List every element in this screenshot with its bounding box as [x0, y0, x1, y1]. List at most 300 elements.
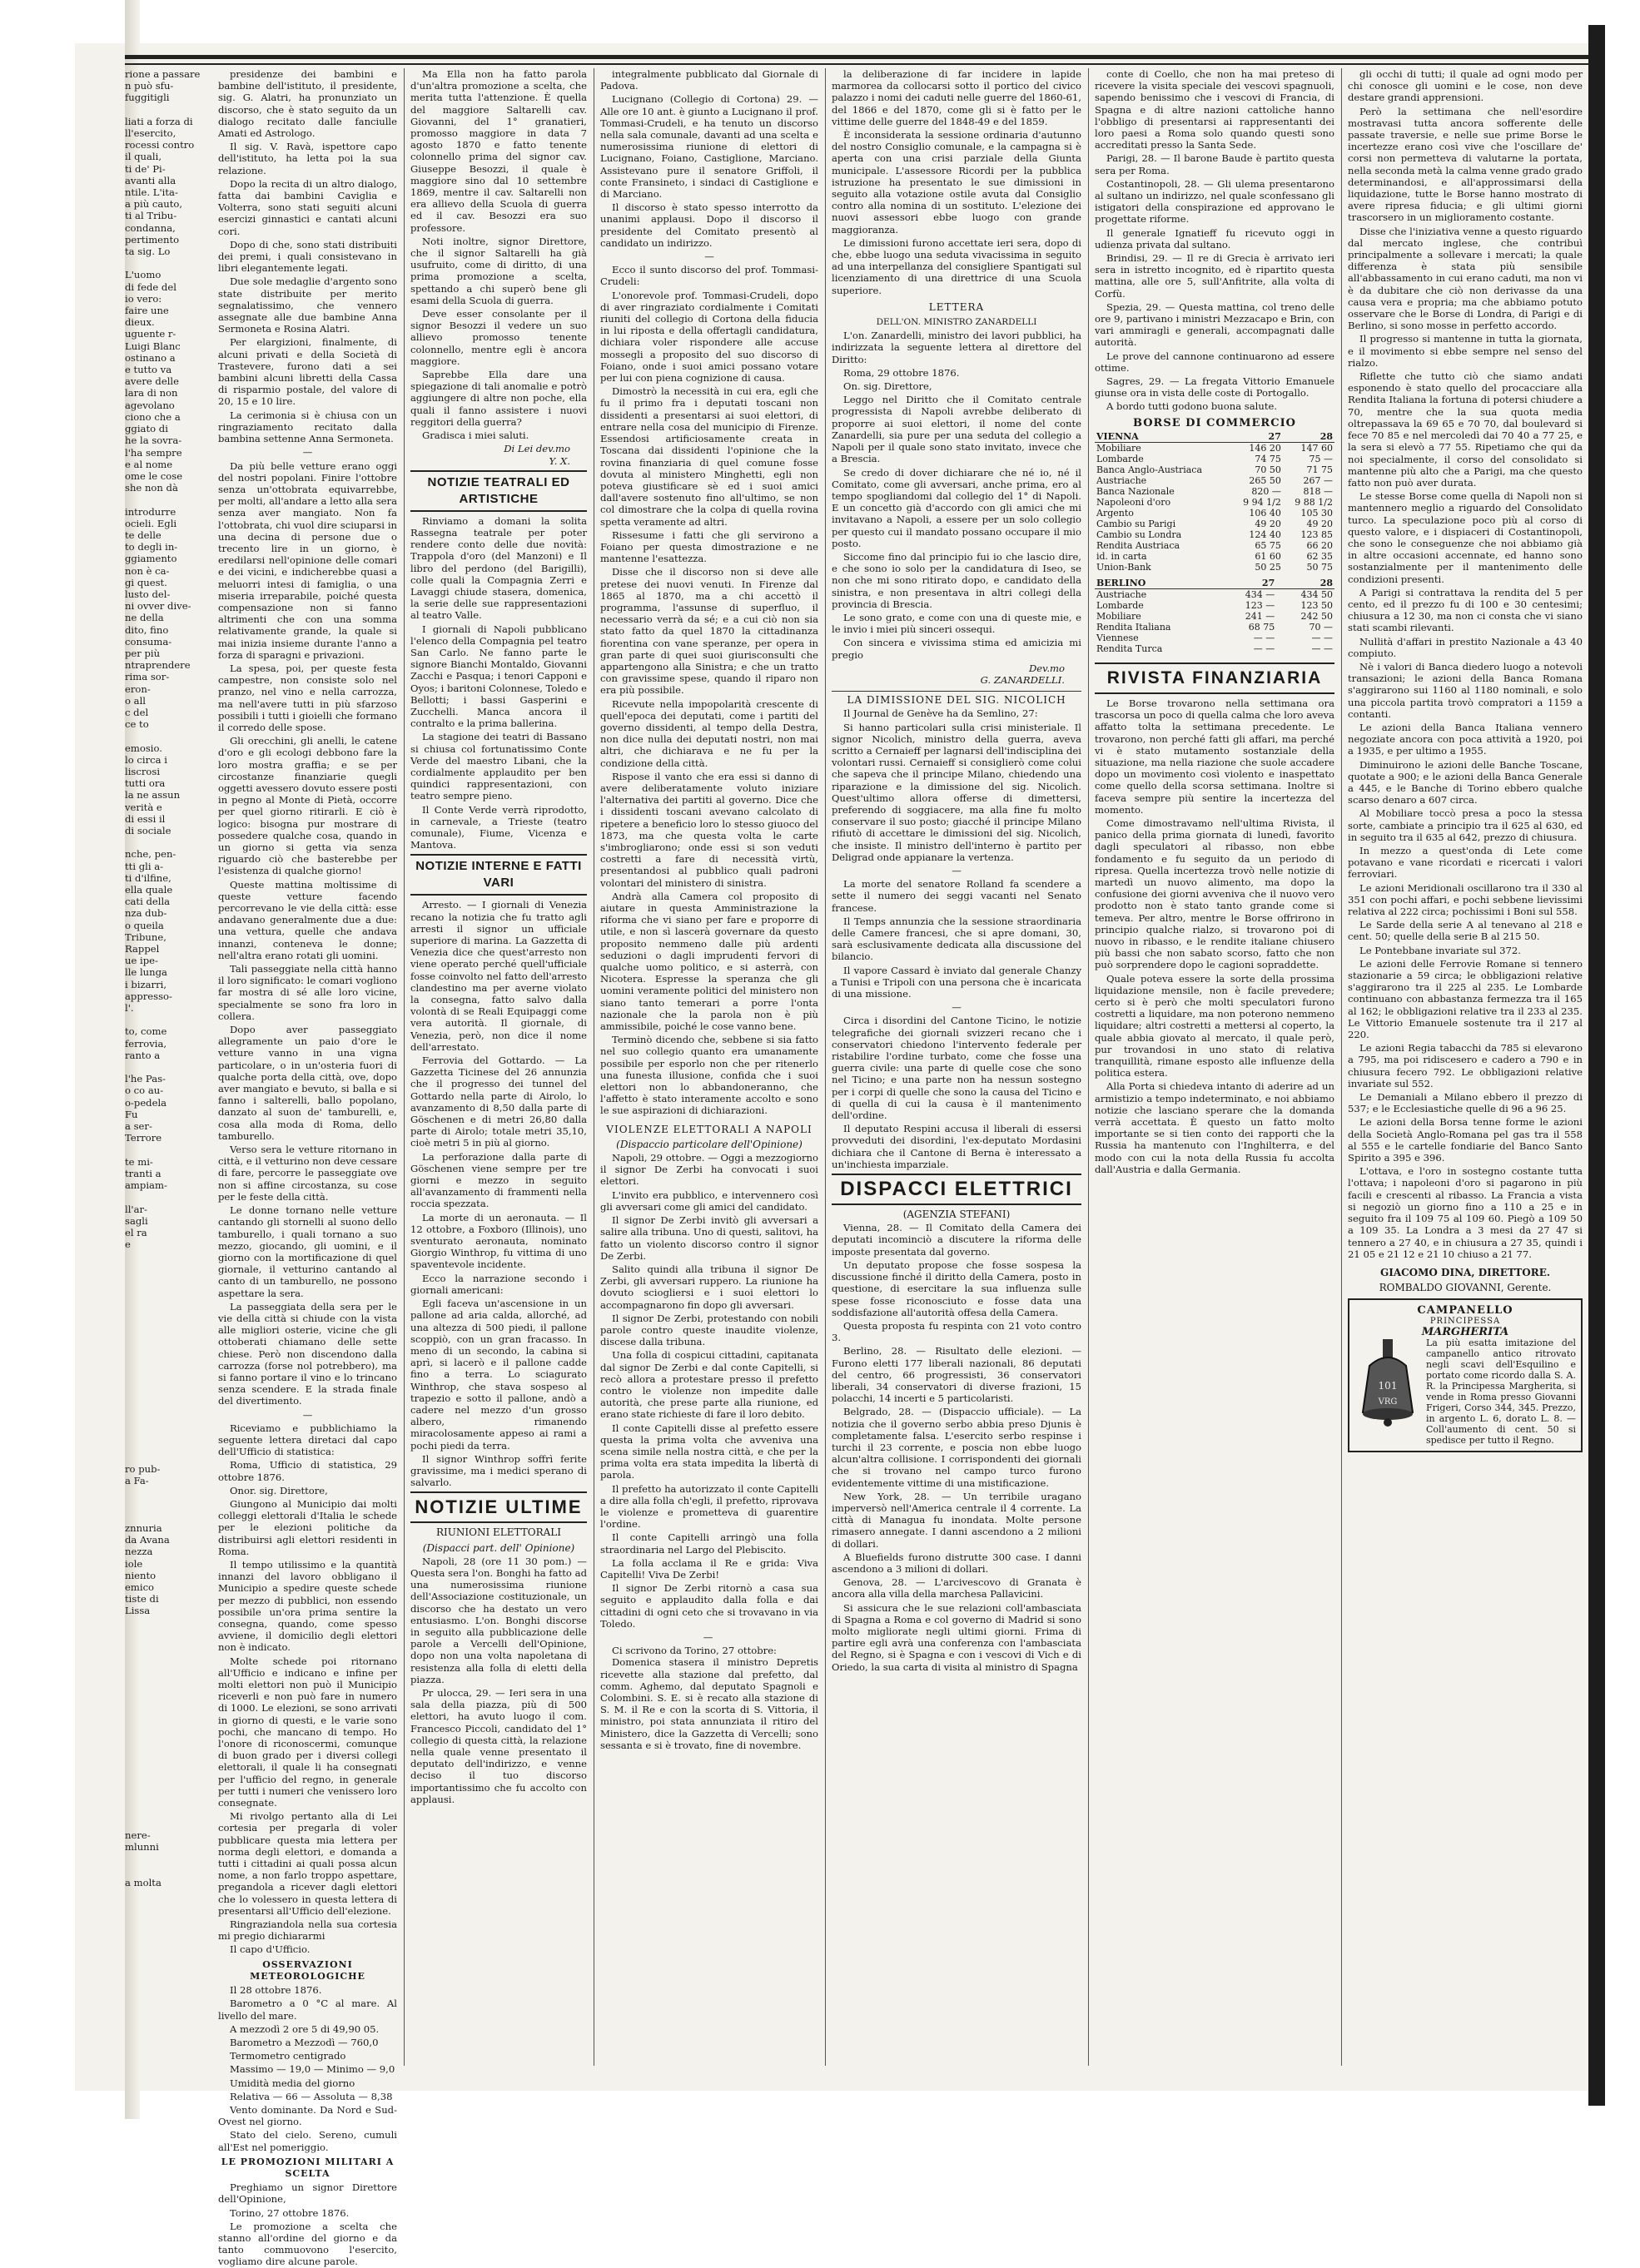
meteo-line: Barometro a 0 °C al mare. Al livello del mare. — [218, 1998, 397, 2022]
fragment-line: di sociale — [125, 825, 171, 836]
fragment-line: emosio. — [125, 742, 162, 754]
fragment-line: ti de' Pi- — [125, 162, 166, 175]
fragment-line: he la sovra- — [125, 434, 182, 447]
fragment-line: la ne assun — [125, 789, 181, 801]
dispaccio-paragraph: Belgrado, 28. — (Dispaccio ufficiale). — La notizia che il governo serbo abbia preso Djunis è completamente falsa. L'esercito serbo respinse i turchi il 23 corrente, e poscia non ebbe luogo alcun'altra collisione. I corrispondenti dei giornali che si trovano nel campo turco furono evidentemente vittime di una mistificazione. — [832, 1406, 1081, 1489]
column-rule — [1088, 68, 1089, 2066]
table-header-row — [1095, 431, 1334, 443]
violenze-paragraph: Il conte Capitelli arringò una folla straordinaria nel Largo del Plebiscito. — [600, 1531, 818, 1556]
fragment-line: ntile. L'ita- — [125, 186, 178, 199]
fragment-line: ampiam- — [125, 1179, 167, 1192]
article-paragraph: Mi rivolgo pertanto alla di Lei cortesia per pregarla di voler pubblicare questa mia lettera per norma degli elettori, e domanda a tutti i cittadini ai quali possa alcun nome, a non farlo troppo aspettare, pregandola a ricever dagli elettori che lo volessero in questa lettera di presentarsi all'Ufficio dell'elezione. — [218, 1810, 397, 1917]
table-header-cell: 28 — [1276, 578, 1334, 589]
fragment-line — [125, 1014, 208, 1025]
fragment-line — [125, 1191, 208, 1203]
table-row — [1095, 529, 1334, 540]
table-cell: Rendita Italiana — [1096, 621, 1171, 633]
meteo-line: Barometro a Mezzodì — 760,0 — [230, 2036, 379, 2048]
rivista-paragraph: Le Borse trovarono nella settimana ora trascorsa un poco di quella calma che loro aveva affatto tolta la settimana precedente. Le trovarono, non perché fatti gli affari, ma perché vi è stato mutamento sostanziale della situazione, ma nella riazione che suole accadere dopo un movimento così violento e inaspettato come quello della scorsa settimana. Inoltre si faceva sempre più sentire la incertezza del momento. — [1095, 697, 1334, 816]
fragment-line — [125, 1345, 208, 1357]
table-cell: 105 30 — [1300, 507, 1333, 519]
article-paragraph: gli occhi di tutti; il quale ad ogni modo per chi conosce gli uomini e le cose, non deve destare grandi apprensioni. — [1348, 68, 1583, 104]
article-paragraph: Onor. sig. Direttore, — [230, 1484, 328, 1496]
fragment-line: ni ovver dive- — [125, 600, 191, 613]
meteo-line: A mezzodì 2 ore 5 di 49,90 05. — [230, 2022, 380, 2035]
violenze-paragraph: Una folla di cospicui cittadini, capitanata dal signor De Zerbi e dal conte Capitelli, si recò allora a protestare presso il prefetto contro le violenze non impedite dalle autorità, che prese parte alla riunione, ed erano state richieste di fare il loro debito. — [600, 1349, 818, 1421]
table-cell: 50 25 — [1255, 561, 1281, 573]
fragment-line: Terrore — [125, 1132, 162, 1144]
fragment-line — [125, 1735, 208, 1747]
column-1 — [218, 68, 397, 2268]
gerente-line: ROMBALDO GIOVANNI, Gerente. — [1379, 1282, 1552, 1294]
table-cell: — — — [1311, 632, 1333, 643]
article-paragraph: Le Sarde della serie A al tenevano al 218 e cent. 50; quelle della serie B al 215 50. — [1348, 919, 1583, 943]
article-paragraph: presidenze dei bambini e bambine dell'istituto, il presidente, sig. G. Alatri, ha pronunziato un discorso, che è stato seguito da un dialogo recitato dalle fanciulle Amati ed Astrologo. — [218, 68, 397, 140]
article-paragraph: Le prove del cannone continuarono ad essere ottime. — [1095, 350, 1334, 374]
fragment-line: ome le cose — [125, 469, 183, 482]
table-cell: 123 85 — [1300, 529, 1333, 540]
fragment-line: sagli — [125, 1214, 148, 1227]
table-row — [1095, 475, 1334, 486]
interne-paragraph: La perforazione dalla parte di Göschenen viene sempre per tre giorni e mezzo in seguito all'avanzamento di frammenti nella roccia spezzata. — [410, 1150, 587, 1210]
article-paragraph: Terminò dicendo che, sebbene si sia fatto nel suo collegio quanto era umanamente possibile per esporlo non che per ritenerlo una funesta illusione, confida che i suoi elettori non lo abbandoneranno, che l'affetto è stato interamente accolto e sono le sue aspirazioni di dichiarazioni. — [600, 1034, 818, 1117]
meteo-line: Massimo — 19,0 — Minimo — 9,0 — [230, 2063, 395, 2076]
article-paragraph: Ricevute nella impopolarità crescente di quell'epoca dei deputati, come i partiti del governo dissidenti, al tempo della Destra, non dice nulla dei deputati nostri, non mai altri, che dichiarava e ne fu per la condizione della città. — [600, 697, 818, 769]
article-paragraph: Riceviamo e pubblichiamo la seguente lettera diretaci dal capo dell'Ufficio di statistica: — [218, 1422, 397, 1458]
table-cell: 65 75 — [1255, 539, 1281, 551]
article-paragraph: Dopo la recita di un altro dialogo, fatta dai bambini Caviglia e Volterra, sono stati seguiti alcuni esercizi ginnastici e cantati alcuni cori. — [218, 177, 397, 237]
ultime-paragraph: Napoli, 28 (ore 11 30 pom.) — Questa sera l'on. Bonghi ha fatto ad una numerosissima riunione dell'Associazione costituzionale, un discorso che ha destato un vero entusiasmo. L'on. Bonghi discorse in seguito alla pubblicazione delle parole a Vercelli dell'Opinione, dopo non una volta napoletana di resistenza alla folla di eletti della piazza. — [410, 1555, 587, 1685]
table-row — [1095, 551, 1334, 562]
lettera-paragraph: Con sincera e vivissima stima ed amicizia mi pregio — [832, 637, 1081, 661]
lettera-title: LETTERA — [928, 300, 985, 313]
article-paragraph: Tali passeggiate nella città hanno il loro significato: le comari vogliono far mostra di sé alle loro vicine, specialmente se sono fra loro in collera. — [218, 963, 397, 1022]
fragment-line: io vero: — [125, 292, 162, 305]
article-paragraph: A Parigi si contrattava la rendita del 5 per cento, ed il prezzo fu di 100 e 30 centesimi; chiusura a 12 30, ma non ci consta che vi siano stati scambi rilevanti. — [1348, 586, 1583, 634]
fragment-line: ella quale — [125, 884, 173, 896]
fragment-line: Fu — [125, 1108, 138, 1120]
table-cell: 123 50 — [1300, 599, 1333, 611]
fragment-line — [125, 1617, 208, 1629]
riunioni-heading: RIUNIONI ELETTORALI — [436, 1526, 561, 1539]
fragment-line — [125, 1629, 208, 1640]
rivista-title: RIVISTA FINANZIARIA — [1095, 663, 1334, 694]
torino-intro: Ci scrivono da Torino, 27 ottobre: — [612, 1645, 777, 1657]
vienna-table — [1095, 431, 1334, 573]
fragment-line — [125, 1250, 208, 1262]
teatro-paragraph: La stagione dei teatri di Bassano si chiusa col fortunatissimo Conte Verde del maestro Libani, che la cordialmente applaudito per ben quindici rappresentazioni, con teatro sempre pieno. — [410, 731, 587, 802]
article-paragraph: Queste mattina moltissime di queste vetture facendo percorrevano le vie della città: esse andavano generalmente due a due: una vettura, quelle che andava innanzi, conteneva le donne; nell'altra erano rotati gli uomini. — [218, 878, 397, 961]
article-paragraph: Lucignano (Collegio di Cortona) 29. — Alle ore 10 ant. è giunto a Lucignano il prof. Tommasi-Crudeli, e ha tenuto un discorso nella sala comunale, davanti ad una scelta e numerosissima riunione di elettori di Lucignano, Foiano, Castiglione, Marciano. Assistevano pure il senatore Griffoli, il conte Fransineto, i sindaci di Castiglione e di Marciano. — [600, 93, 818, 201]
table-row — [1095, 486, 1334, 497]
fragment-line — [125, 1688, 208, 1700]
section-title-teatro: NOTIZIE TEATRALI ED ARTISTICHE — [410, 470, 587, 512]
dimissione-paragraph: Il deputato Respini accusa il liberali di essersi provveduti dei disordini, l'ex-deputato Mordasini dichiara che il Cantone di Berna è interessato a un'inchiesta imparziale. — [832, 1123, 1081, 1170]
table-cell: 147 60 — [1300, 442, 1333, 454]
fragment-line: to degli in- — [125, 541, 178, 553]
article-paragraph: Deve esser consolante per il signor Besozzi il vedere un suo allievo promosso tenente colonnello, mentre egli è ancora maggiore. — [410, 308, 587, 367]
article-paragraph: Le azioni Regia tabacchi da 785 si elevarono a 795, ma poi ridiscesero e cadero a 790 e in chiusura fecero 792. Le obbligazioni relative invariate sul 552. — [1348, 1042, 1583, 1089]
fragment-line: ntraprendere — [125, 659, 191, 672]
table-cell: 61 60 — [1255, 550, 1281, 562]
fragment-line: ocieli. Egli — [125, 517, 177, 529]
article-paragraph: Ma Ella non ha fatto parola d'un'altra promozione a scelta, che merita tutta l'attenzione. È quella del maggiore Saltarelli cav. Giovanni, del 1° granatieri, promosso maggiore in data 7 agosto 1870 e fatto tenente colonnello prima del signor cav. Giuseppe Besozzi, il quale è maggiore sino dal 10 settembre 1869, mentre il cav. Saltarelli non era allievo della Scuola di guerra ed il cav. Besozzi era suo professore. — [410, 68, 587, 234]
fragment-line: pertimento — [125, 233, 180, 246]
teatro-paragraph: Il Conte Verde verrà riprodotto, in carnevale, a Trieste (teatro comunale), Fiume, Vicenza e Mantova. — [410, 803, 587, 851]
table-cell: Banca Nazionale — [1096, 485, 1175, 497]
article-paragraph: Disse che il discorso non si deve alle pretese dei nuovi venuti. In Firenze dal 1865 al 1870, ma a chi accettò il programma, l'assunse di superfluo, il necessario verrà da sé; e a cui ciò non sia stato fatto da quel 1870 la cittadinanza fiorentina con vane speranze, per opera in gran parte di quei suoi giurisconsulti che appartengono alla Sinistra; e che un tratto con gravissime spese, quando il riparo non era più possibile. — [600, 566, 818, 697]
fragment-line: ll'ar- — [125, 1203, 147, 1215]
table-cell: Austriache — [1096, 588, 1147, 600]
table-row — [1095, 633, 1334, 643]
fragment-line — [125, 1333, 208, 1345]
dispaccio-paragraph: Questa proposta fu respinta con 21 voto contro 3. — [832, 1319, 1081, 1344]
article-paragraph: Le Pontebbane invariate sul 372. — [1359, 944, 1521, 956]
article-paragraph: Due sole medaglie d'argento sono state distribuite per merito segnalatissimo, che vennero assegnate alle due bambine Anna Sermoneta e Rosina Alatri. — [218, 275, 397, 335]
fragment-line: lo circa i — [125, 753, 167, 766]
article-paragraph: — — [302, 1408, 313, 1421]
table-cell: Banca Anglo-Austriaca — [1096, 464, 1203, 475]
article-paragraph: La passeggiata della sera per le vie della città si chiude con la vista alle migliori osterie, vicine che gli ottoberati chiamano delle sette chiese. Però non discendono dalla carrozza (forse nol potrebbero), ma si fanno portare il vino e lo trincano senza scendere. E la strada finale del divertimento. — [218, 1300, 397, 1407]
interne-paragraph: Arresto. — I giornali di Venezia recano la notizia che fu tratto agli arresti il signor un ufficiale superiore di marina. La Gazzetta di Venezia dice che quest'arresto non viene operato perché quell'ufficiale fosse coinvolto nel fatto dell'arresto clandestino ma per averne violato la consegna, fatto salvo dalla volontà di se Reali Equipaggi come vera autorità. Il giornale, di Venezia, però, non dice il nome dell'arrestato. — [410, 899, 587, 1053]
fragment-line: fuggitigli — [125, 92, 170, 104]
lettera-paragraph: Leggo nel Diritto che il Comitato centrale progressista di Napoli avrebbe deliberato di proporre ai suoi elettori, il nome del conte Zanardelli, sia pure per una seduta del collegio a Napoli per il quale sono stato invitato, invece che a Brescia. — [832, 394, 1081, 465]
fragment-line — [125, 1865, 208, 1877]
column-2 — [410, 68, 587, 2066]
fragment-line: ggiato di — [125, 423, 168, 435]
fragment-line: l'. — [125, 1002, 134, 1015]
table-cell: 146 20 — [1249, 442, 1281, 454]
table-cell: Lombarde — [1096, 453, 1144, 464]
fragment-line — [125, 1381, 208, 1392]
fragment-line — [125, 1440, 208, 1452]
fragment-line — [125, 1782, 208, 1794]
fragment-line: Luigi Blanc — [125, 340, 181, 352]
table-cell: 267 — — [1303, 474, 1333, 486]
fragment-line: l'he Pas- — [125, 1073, 166, 1085]
fragment-line: uguente r- — [125, 328, 176, 340]
fragment-line: ti d'ilfine, — [125, 871, 171, 884]
fragment-line — [125, 1499, 208, 1511]
meteo-line: Relativa — 66 — Assoluta — 8,38 — [230, 2090, 393, 2102]
violenze-paragraph: Il signor De Zerbi invitò gli avversari a salire alla tribuna. Uno di questi, salitovi, ha fatto un violento discorso contro il signor De Zerbi. — [600, 1214, 818, 1262]
fragment-line — [125, 1652, 208, 1664]
table-row — [1095, 611, 1334, 622]
fragment-line — [125, 1061, 208, 1073]
table-row — [1095, 497, 1334, 508]
fragment-line — [125, 1486, 208, 1498]
article-paragraph: Nè i valori di Banca diedero luogo a notevoli transazioni; le azioni della Banca Romana s'aggirarono sui 1160 al 1180 nominali, e solo una piccola partita trovò compratori a 1159 a contanti. — [1348, 660, 1583, 720]
violenze-paragraph: La folla acclama il Re e grida: Viva Capitelli! Viva De Zerbi! — [600, 1556, 818, 1581]
table-cell: Cambio su Londra — [1096, 529, 1182, 540]
fragment-line: ferrovia, — [125, 1037, 167, 1050]
teatro-paragraph: Rinviamo a domani la solita Rassegna teatrale per poter rendere conto delle due novità: Trappola d'oro (del Manzoni) e Il libro del perdono (del Barigilli), colle quali la Compagnia Zerri e Lavaggi chiude stasera, domenica, la serie delle sue rappresentazioni al teatro Valle. — [410, 514, 587, 622]
fragment-line: il quali, — [125, 151, 162, 163]
fragment-line: o queila — [125, 919, 164, 931]
table-row — [1095, 464, 1334, 475]
article-paragraph: La spesa, poi, per queste festa campestre, non consiste solo nel pranzo, nel vino e nella carrozza, ma nell'avere tutti in più sfarzoso possibili i tutti i gioielli che formano il corredo delle spose. — [218, 662, 397, 733]
torino-text: Domenica stasera il ministro Depretis ricevette alla stazione dal prefetto, dal comm. Aghemo, dal deputato Spagnoli e Colombini. S. E. si è recato alla stazione di S. M. il Re e con la scorta di S. Vittoria, il ministro, poi stata annunziata il ritiro del Ministero, dice la Gazzetta di Vercelli; sono sessanta e si è trovato, fine di novembre. — [600, 1656, 818, 1751]
table-cell: Austriache — [1096, 474, 1147, 486]
table-cell: 62 35 — [1306, 550, 1333, 562]
table-row — [1095, 622, 1334, 633]
article-paragraph: Molte schede poi ritornano all'Ufficio e indicano e infine per molti elettori non può il Municipio riceverli e non può fare in numero di 1000. Le elezioni, se sono arrivati in giorno di questi, e le varie sono pochi, che mancano di tempo. Ho l'onore di riconoscermi, comunque di buon grado per i diversi collegi elettorali, il quale li ha consegnati per l'ufficio del regno, in generale per tutti i numeri che venissero loro consegnate. — [218, 1655, 397, 1809]
fragment-line — [125, 1640, 208, 1652]
dispaccio-paragraph: Berlino, 28. — Risultato delle elezioni. — Furono eletti 177 liberali nazionali, 86 deputati del centro, 66 progressisti, 36 conservatori liberali, 34 conservatori di diverse frazioni, 15 polacchi, 14 incerti e 5 particolaristi. — [832, 1345, 1081, 1405]
fragment-line: rima sor- — [125, 671, 170, 683]
dispaccio-paragraph: Si assicura che le sue relazioni coll'ambasciata di Spagna a Roma e col governo di Madrid si sono molto migliorate negli ultimi giorni. Frima di partire egli avrà una conferenza con l'ambasciata del Regno, si è Spagna e con i vescovi di Vich e di Oriedo, la sua carta di visita al ministro di Spagna — [832, 1601, 1081, 1673]
column-rule — [1341, 68, 1342, 2066]
article-paragraph: Il tempo utilissimo e la quantità innanzi del lavoro obbligano il Municipio a spedire queste schede per mezzo di pubblici, non essendo possibile un'ora prima sentire la consegna, quando, come spesso avviene, il domicilio degli elettori non è indicato. — [218, 1558, 397, 1654]
violenze-title: VIOLENZE ELETTORALI A NAPOLI — [606, 1123, 813, 1135]
article-paragraph: Il progresso si mantenne in tutta la giornata, e il movimento si ebbe sempre nel senso del rialzo. — [1348, 333, 1583, 369]
article-paragraph: Sagres, 29. — La fregata Vittorio Emanuele giunse ora in vista delle coste di Portogallo. — [1095, 375, 1334, 400]
table-cell: id. in carta — [1096, 550, 1147, 562]
fragment-line: iole — [125, 1557, 143, 1570]
dispaccio-paragraph: New York, 28. — Un terribile uragano imperversò nell'America centrale il 4 corrente. La città di Managua fu inondata. Molte persone rimasero annegate. I danni ascendono a 2 milioni di dollari. — [832, 1490, 1081, 1550]
table-row — [1095, 562, 1334, 573]
fragment-line: avere delle — [125, 375, 179, 388]
berlino-table — [1095, 578, 1334, 654]
ultime-paragraph: Pr ulocca, 29. — Ieri sera in una sala della piazza, più di 500 elettori, ha avuto luogo il com. Francesco Piccoli, candidato del 1° collegio di questa città, la relazione nella quale venne presentato il deputato dell'indirizzo, e venne deciso il tuo discorso importantissimo che fu accolto con applausi. — [410, 1686, 587, 1805]
article-paragraph: Le azioni delle Ferrovie Romane si tennero stazionarie a 59 circa; le obbligazioni relative s'aggirarono tra il 225 al 235. Le Lombarde continuano con abbastanza fermezza tra il 165 al 162; le obbligazioni relative tra il 233 al 235. Le Vittorio Emanuele sostenute tra il 217 al 220. — [1348, 957, 1583, 1041]
fragment-line — [125, 1298, 208, 1309]
fragment-line — [125, 1770, 208, 1782]
table-cell: 71 75 — [1306, 464, 1333, 475]
fragment-line: ranto a — [125, 1049, 161, 1061]
article-paragraph: Però la settimana che nell'esordire mostravasi tutta ancora sofferente delle passate traversie, e nelle sue prime Borse le incertezze erano così vive che l'oscillare de' corsi non permetteva di valutarne la portata, nella seconda metà la calma venne grado grado determinandosi, e all'approssimarsi della liquidazione, tutte le Borse hanno mostrato di avere ripresa fiducia; e gli ultimi giorni trascorsero in un miglioramento costante. — [1348, 105, 1583, 224]
column-6 — [1348, 68, 1583, 2066]
fragment-line: lusto del- — [125, 588, 171, 600]
ad-name: MARGHERITA — [1421, 1326, 1509, 1339]
article-paragraph: Dopo di che, sono stati distribuiti dei premi, i quali consistevano in libri elegantemente legati. — [218, 238, 397, 275]
article-paragraph: Disse che l'iniziativa venne a questo riguardo dal mercato inglese, che contribuì principalmente a sollevare i mercati; la quale differenza è stata più sensibile all'abbassamento in cui erano caduti, ma non vi è da dubitare che ciò non derivasse da una causa vera e propria; ma che abbiamo potuto osservare che le Borse di Londra, di Parigi e di Berlino, si sono mosse in perfetto accordo. — [1348, 225, 1583, 332]
fragment-line — [125, 1427, 208, 1439]
section-title-ultime: NOTIZIE ULTIME — [410, 1491, 587, 1523]
lettera-paragraph: Roma, 29 ottobre 1876. — [843, 366, 960, 379]
rivista-paragraph: Alla Porta si chiedeva intanto di aderire ad un armistizio a tempo indeterminato, e noi abbiamo notizie che lasciano sperare che la domanda verrà accettata. È questo un fatto molto importante se si tien conto dei rapporti che la Russia ha mantenuto con l'Inghilterra, e del modo con cui la nota della Russia fu accolta dall'Austria e dalla Germania. — [1095, 1080, 1334, 1175]
column-rule — [404, 68, 405, 2066]
fragment-line: nza dub- — [125, 907, 167, 920]
dimissione-paragraph: Circa i disordini del Cantone Ticino, le notizie telegrafiche dei giornali svizzeri recano che i conservatori chiedono l'intervento federale per ristabilire l'ordine turbato, come che fosse una guerra civile: una parte di quelle cose che sono nel Ticino; e una parte non ha nessun sostegno per i corpi di quelle che sono la causa del Ticino e di quella di cui la causa è il mantenimento dell'ordine. — [832, 1015, 1081, 1122]
fragment-line: avanti alla — [125, 174, 176, 186]
fragment-line — [125, 1747, 208, 1759]
interne-paragraph: Ferrovia del Gottardo. — La Gazzetta Ticinese del 26 annunzia che il progresso dei tunnel del Gottardo nella parte di Airolo, lo avanzamento di 8,50 dalla parte di Göschenen e di metri 26,80 dalla parte di Airolo; totale metri 35,10, cioè metri 5 in più al giorno. — [410, 1055, 587, 1149]
article-paragraph: L'ottava, e l'oro in sostegno costante tutta l'ottava; i napoleoni d'oro si pagarono in più facili e crescenti al ribasso. La Francia a vista si negoziò un giorno fino a 110 a 25 e in seguito fra il 109 75 al 109 60. Piegò a 109 50 a 109 35. La Londra a 3 mesi da 27 47 si tennero a 27 40, e in chiusura a 27 35, quindi i 21 05 e 21 12 e 21 10 chiuso a 21 77. — [1348, 1165, 1583, 1260]
article-paragraph: integralmente pubblicato dal Giornale di Padova. — [600, 68, 818, 92]
promozioni-line: Preghiamo un signor Direttore dell'Opinione, — [218, 2181, 397, 2206]
fragment-line: da Avana — [125, 1534, 170, 1546]
fragment-line: tranti a — [125, 1167, 162, 1179]
article-paragraph: Gli orecchini, gli anelli, le catene d'oro e gli ecologi debbono fare la loro mostra graffia; e se per circostanze finanziarie quegli oggetti avessero dovuto essere posti in pegno al Monte di Pietà, occorre per quel giorno ritirarli. E ciò è logico: bisogna pur mostrare di possedere qualche cosa, quando in un giorno si getta via senza riguardo ciò che basterebbe per l'esistenza di qualche giorno! — [218, 735, 397, 877]
dispaccio-paragraph: A Bluefields furono distrutte 300 case. I danni ascendono a 3 milioni di dollari. — [832, 1551, 1081, 1575]
column-5 — [1095, 68, 1334, 2066]
article-paragraph: Il generale Ignatieff fu ricevuto oggi in udienza privata dal sultano. — [1095, 226, 1334, 251]
fragment-line: ciono che a — [125, 410, 181, 423]
table-cell: Cambio su Parigi — [1096, 518, 1176, 529]
fragment-line: a più cauto, — [125, 198, 183, 211]
fragment-line: Lissa — [125, 1605, 151, 1617]
table-header-cell: BERLINO — [1095, 578, 1222, 589]
fragment-line: emico — [125, 1581, 155, 1593]
lettera-sig-1: Dev.mo — [1029, 662, 1065, 674]
dimissione-title: LA DIMISSIONE DEL SIG. NICOLICH — [832, 691, 1081, 706]
fragment-line: mlunni — [125, 1841, 159, 1854]
borse-title: BORSE DI COMMERCIO — [1133, 416, 1296, 429]
fragment-line — [125, 1818, 208, 1829]
fragment-line — [125, 1309, 208, 1321]
lettera-paragraph: Le sono grato, e come con una di queste mie, e le invio i miei più sinceri ossequi. — [832, 611, 1081, 636]
article-paragraph: Diminuirono le azioni delle Banche Toscane, quotate a 900; e le azioni della Banca Generale a 445, e le Banche di Torino ebbero qualche scarso denaro a 607 circa. — [1348, 758, 1583, 806]
table-cell: 9 94 1/2 — [1243, 496, 1281, 508]
fragment-line: to, come — [125, 1025, 167, 1038]
violenze-paragraph: L'invito era pubblico, e intervennero così gli avversari come gli amici del candidato. — [600, 1189, 818, 1213]
fragment-line: a molta — [125, 1877, 162, 1889]
article-paragraph: È inconsiderata la sessione ordinaria d'autunno del nostro Consiglio comunale, e la campagna si è aperta con una crisi parziale della Giunta municipale. L'assessore Ricordi per la pubblica istruzione ha presentato le sue dimissioni in seguito alla votazione ostile avuta dal Consiglio contro alla nomina di un sostituto. L'elezione dei nuovi assessori ebbe luogo con grande maggioranza. — [832, 129, 1081, 236]
violenze-paragraph: Il prefetto ha autorizzato il conte Capitelli a dire alla folla ch'egli, il prefetto, riprovava le violenze e prometteva di guarentire l'ordine. — [600, 1482, 818, 1531]
fragment-line: eron- — [125, 682, 151, 695]
article-paragraph: Saprebbe Ella dare una spiegazione di tali anomalie e potrò aggiungere di altre non poche, ella quali il fanno assistere i nuovi reggitori della guerra? — [410, 369, 587, 428]
article-paragraph: Giungono al Municipio dai molti colleggi elettorali d'Italia le schede per le elezioni politiche da distribuirsi agli elettori residenti in Roma. — [218, 1497, 397, 1557]
table-cell: 820 — — [1251, 485, 1281, 497]
fragment-line: el ra — [125, 1226, 147, 1238]
fragment-line — [125, 1759, 208, 1770]
article-paragraph: Verso sera le vetture ritornano in città, e il vetturino non deve cessare di fare, percorre le passeggiate ove non si affine circostanza, su cose per le feste della città. — [218, 1144, 397, 1203]
table-cell: 49 20 — [1306, 518, 1333, 529]
table-cell: 9 88 1/2 — [1295, 496, 1333, 508]
article-paragraph: Rispose il vanto che era essi si danno di avere deliberatamente voluto iniziare l'alternativa dei partiti al governo. Dice che i dissidenti toscani avevano calcolato di ripetere a beneficio loro lo stesso giuoco del 1873, ma che questa volta le carte s'imbrogliarono; onde essi si son veduti costretti a fare di necessità virtù, presentandosi al pubblico quali padroni volontari del ministero di sinistra. — [600, 770, 818, 889]
fragment-line: ro pub- — [125, 1462, 161, 1475]
table-cell: 70 — — [1309, 621, 1333, 633]
table-row — [1095, 508, 1334, 519]
dispaccio-paragraph: Un deputato propose che fosse sospesa la discussione finché il diritto della Camera, posto in questione, di esercitare la sua influenza sulle spese fosse riconosciuto e fosse data una soddisfazione all'autorità offesa della Camera. — [832, 1258, 1081, 1318]
table-cell: — — — [1253, 632, 1275, 643]
dispacci-sub: (AGENZIA STEFANI) — [902, 1208, 1011, 1221]
fragment-line: e al nome — [125, 458, 173, 470]
fragment-line: introdurre — [125, 505, 176, 518]
table-cell: 265 50 — [1249, 474, 1281, 486]
dimissione-paragraph: — — [952, 1001, 962, 1014]
article-paragraph: Ringraziandola nella sua cortesia mi pregio dichiararmi — [218, 1918, 397, 1943]
violenze-sub: (Dispaccio particolare dell'Opinione) — [616, 1138, 803, 1150]
table-cell: Mobiliare — [1096, 442, 1141, 454]
page-edge-shadow — [1588, 25, 1605, 2106]
article-paragraph: conte di Coello, che non ha mai preteso di ricevere la visita speciale dei vescovi spagnuoli, sapendo benissimo che i vescovi di Francia, di Spagna e di altre nazioni cattoliche hanno l'obbligo di presentarsi ai rappresentanti dei loro paesi a Roma solo quando questi sono accreditati presso la Santa Sede. — [1095, 68, 1334, 151]
bell-engraving-1: 101 — [1378, 1380, 1398, 1392]
table-row — [1095, 643, 1334, 654]
fragment-line — [125, 730, 208, 742]
fragment-line: condanna, — [125, 221, 176, 234]
table-cell: 241 — — [1245, 610, 1275, 622]
fragment-line — [125, 1806, 208, 1818]
fragment-line — [125, 257, 208, 269]
interne-paragraph: La morte di un aeronauta. — Il 12 ottobre, a Foxboro (Illinois), uno sventurato aeronauta, nominato Giorgio Winthrop, fu vittima di uno spaventevole incidente. — [410, 1211, 587, 1271]
violenze-paragraph: Il signor De Zerbi ritornò a casa sua seguito e applaudito dalla folla e dai cittadini di ogni ceto che si trovavano in via Toledo. — [600, 1582, 818, 1630]
fragment-line: o all — [125, 694, 146, 707]
fragment-line: e — [125, 1238, 131, 1251]
article-paragraph: Le azioni Meridionali oscillarono tra il 330 al 351 con pochi affari, e pochi sebbene lievissimi relativa al 222 circa; pochissimi i Boni sul 558. — [1348, 881, 1583, 918]
violenze-paragraph: Salito quindi alla tribuna il signor De Zerbi, gli avversari ruppero. La riunione ha dovuto sciogliersi e i suoi elettori lo accompagnarono fin dopo gli avversari. — [600, 1263, 818, 1311]
promozioni-title: LE PROMOZIONI MILITARI A SCELTA — [221, 2156, 395, 2179]
fragment-line: liati a forza di — [125, 115, 193, 127]
table-cell: 242 50 — [1300, 610, 1333, 622]
table-cell: 434 — — [1245, 588, 1275, 600]
fragment-column — [125, 68, 208, 2066]
fragment-line: znnuria — [125, 1521, 162, 1534]
fragment-line: di essi il — [125, 812, 166, 825]
fragment-line: ue ipe- — [125, 955, 158, 967]
table-cell: 74 75 — [1255, 453, 1281, 464]
table-cell: 68 75 — [1248, 621, 1275, 633]
fragment-line: te mi- — [125, 1155, 153, 1168]
fragment-line — [125, 1511, 208, 1522]
fragment-line: lle lunga — [125, 966, 167, 979]
fragment-line — [125, 836, 208, 848]
fragment-line — [125, 104, 208, 116]
article-paragraph: Le dimissioni furono accettate ieri sera, dopo di che, ebbe luogo una seduta vivacissima in seguito ad una interpellanza del consigliere Spantigati sul licenziamento di una direttrice di una Scuola superiore. — [832, 236, 1081, 296]
article-paragraph: — — [302, 446, 313, 459]
article-paragraph: Dimostrò la necessità in cui era, egli che fu il primo fra i deputati toscani non dissidenti a presentarsi ai suoi elettori, di entrare nella cosa del municipio di Firenze. Essendosi artificiosamente creata in Toscana dai dissidenti l'opinione che la rovina finanziaria di quel comune fosse dovuta al ministero Minghetti, egli non poteva giustificare sè ed i suoi amici dall'avere sostenuto fino all'ultimo, se non col dimostrare che la colpa di quella rovina spetta veramente ad altri. — [600, 385, 818, 528]
fragment-line — [125, 1664, 208, 1675]
fragment-line — [125, 1286, 208, 1298]
fragment-line: rocessi contro — [125, 139, 195, 151]
fragment-line: dito, fino — [125, 623, 169, 636]
column-rule — [825, 68, 826, 2066]
dimissione-paragraph: — — [952, 865, 962, 876]
meteo-line: Vento dominante. Da Nord e Sud-Ovest nel giorno. — [218, 2103, 397, 2128]
article-paragraph: Rissesume i fatti che gli servirono a Foiano per questa dimostrazione e ne mantenne l'esattezza. — [600, 529, 818, 565]
fragment-line: tti gli a- — [125, 860, 164, 872]
dimissione-paragraph: Il vapore Cassard è inviato dal generale Chanzy a Tunisi e Tripoli con una persona che è incaricata di una missione. — [832, 964, 1081, 1000]
article-paragraph: la deliberazione di far incidere in lapide marmorea da collocarsi sotto il portico del civico palazzo i nomi dei caduti nelle guerre del 1860-61, del 1866 e del 1870, come gli si è fatto per le vittime delle guerre del 1848-49 e del 1859. — [832, 68, 1081, 127]
rivista-paragraph: Come dimostravamo nell'ultima Rivista, il panico della prima giornata di lunedì, favorito dagli speculatori al ribasso, non ebbe fondamento e fu seguito da un periodo di ripresa. Quella incertezza trovò nelle notizie di martedì un nuovo alimento, ma dopo la confusione dei giorni avveniva che il nuovo vero prodotto non è stato tanto grande come si temeva. Per altro, mentre le Borse offrirono in principio qualche rialzo, si trovarono poi di nuovo in ribasso, e le rendite italiane chiusero più bassi che non sabato scorso, fatto che non può sorprendere dopo le cagioni sopraddette. — [1095, 816, 1334, 971]
table-cell: 66 20 — [1306, 539, 1333, 551]
table-cell: — — — [1253, 643, 1275, 654]
article-paragraph: Costantinopoli, 28. — Gli ulema presentarono al sultano un indirizzo, nel quale sconfessano gli istigatori della conspirazione ed approvano le progettate riforme. — [1095, 177, 1334, 226]
fragment-line — [125, 1416, 208, 1427]
fragment-line — [125, 1357, 208, 1368]
fragment-line: o co au- — [125, 1084, 164, 1097]
meteo-line: Il 28 ottobre 1876. — [230, 1984, 322, 1997]
dimissione-paragraph: La morte del senatore Rolland fa scendere a sette il numero dei seggi vacanti nel Senato francese. — [832, 878, 1081, 914]
article-paragraph: — — [704, 251, 714, 263]
table-cell: Viennese — [1096, 632, 1139, 643]
fragment-line — [125, 1711, 208, 1723]
bell-engraving-2: VRG — [1378, 1397, 1398, 1407]
fragment-line: cati della — [125, 896, 171, 908]
table-cell: 70 50 — [1255, 464, 1281, 475]
fragment-line — [125, 494, 208, 505]
promozioni-line: Torino, 27 ottobre 1876. — [230, 2206, 350, 2219]
fragment-line: tutti ora — [125, 777, 166, 790]
article-paragraph: Gradisca i miei saluti. — [422, 429, 529, 442]
lettera-paragraph: Se credo di dover dichiarare che né io, né il Comitato, come gli avversari, anche prima, ero al tempo spogliandomi dal collegio del 1° di Napoli. E un concetto già d'accordo con gli amici che mi invitavano a Napoli, a essere per un solo collegio per questo cui il mandato possano occupare il mio posto. — [832, 466, 1081, 549]
direttore-line: GIACOMO DINA, DIRETTORE. — [1379, 1266, 1551, 1278]
table-row — [1095, 442, 1334, 454]
fragment-line — [125, 1322, 208, 1333]
rivista-paragraph: Quale poteva essere la sorte della prossima liquidazione mensile, non è facile prevedere; certo si è però che molti speculatori furono costretti a liquidare, ma non poterono nemmeno liquidare; altri costretti a mettersi al coperto, la quale abbia giovato al mercato, il quale però, pur trovandosi in uno stato di relativa tranquillità, rimane esposto alle influenze della politica estera. — [1095, 972, 1334, 1079]
fragment-line: liscrosi — [125, 765, 161, 777]
fragment-line: i bizarri, — [125, 978, 167, 990]
table-cell: Napoleoni d'oro — [1096, 496, 1171, 508]
article-paragraph: Al Mobiliare toccò presa a poco la stessa sorte, cambiate a principio tra il 625 al 630, ed in seguito tra il 635 al 642, prezzo di chiusura. — [1348, 807, 1583, 843]
fragment-line: Tribune, — [125, 931, 166, 943]
article-paragraph: Il discorso è stato spesso interrotto da unanimi applausi. Dopo il discorso il presidente del Comitato presentò al candidato un indirizzo. — [600, 201, 818, 249]
article-paragraph: Dopo aver passeggiato allegramente un paio d'ore le vetture vanno in una vigna particolare, o in un'osteria fuori di qualche porta della città, ove, dopo aver mangiato e bevuto, si balla e si fanno i salterelli, ballo popolano, danzato al suon de' tamburelli, e, cosa alla moda di Roma, dello tamburello. — [218, 1024, 397, 1142]
fragment-line: nere- — [125, 1829, 151, 1842]
fragment-line: verità e — [125, 801, 162, 813]
table-cell: Argento — [1096, 507, 1134, 519]
